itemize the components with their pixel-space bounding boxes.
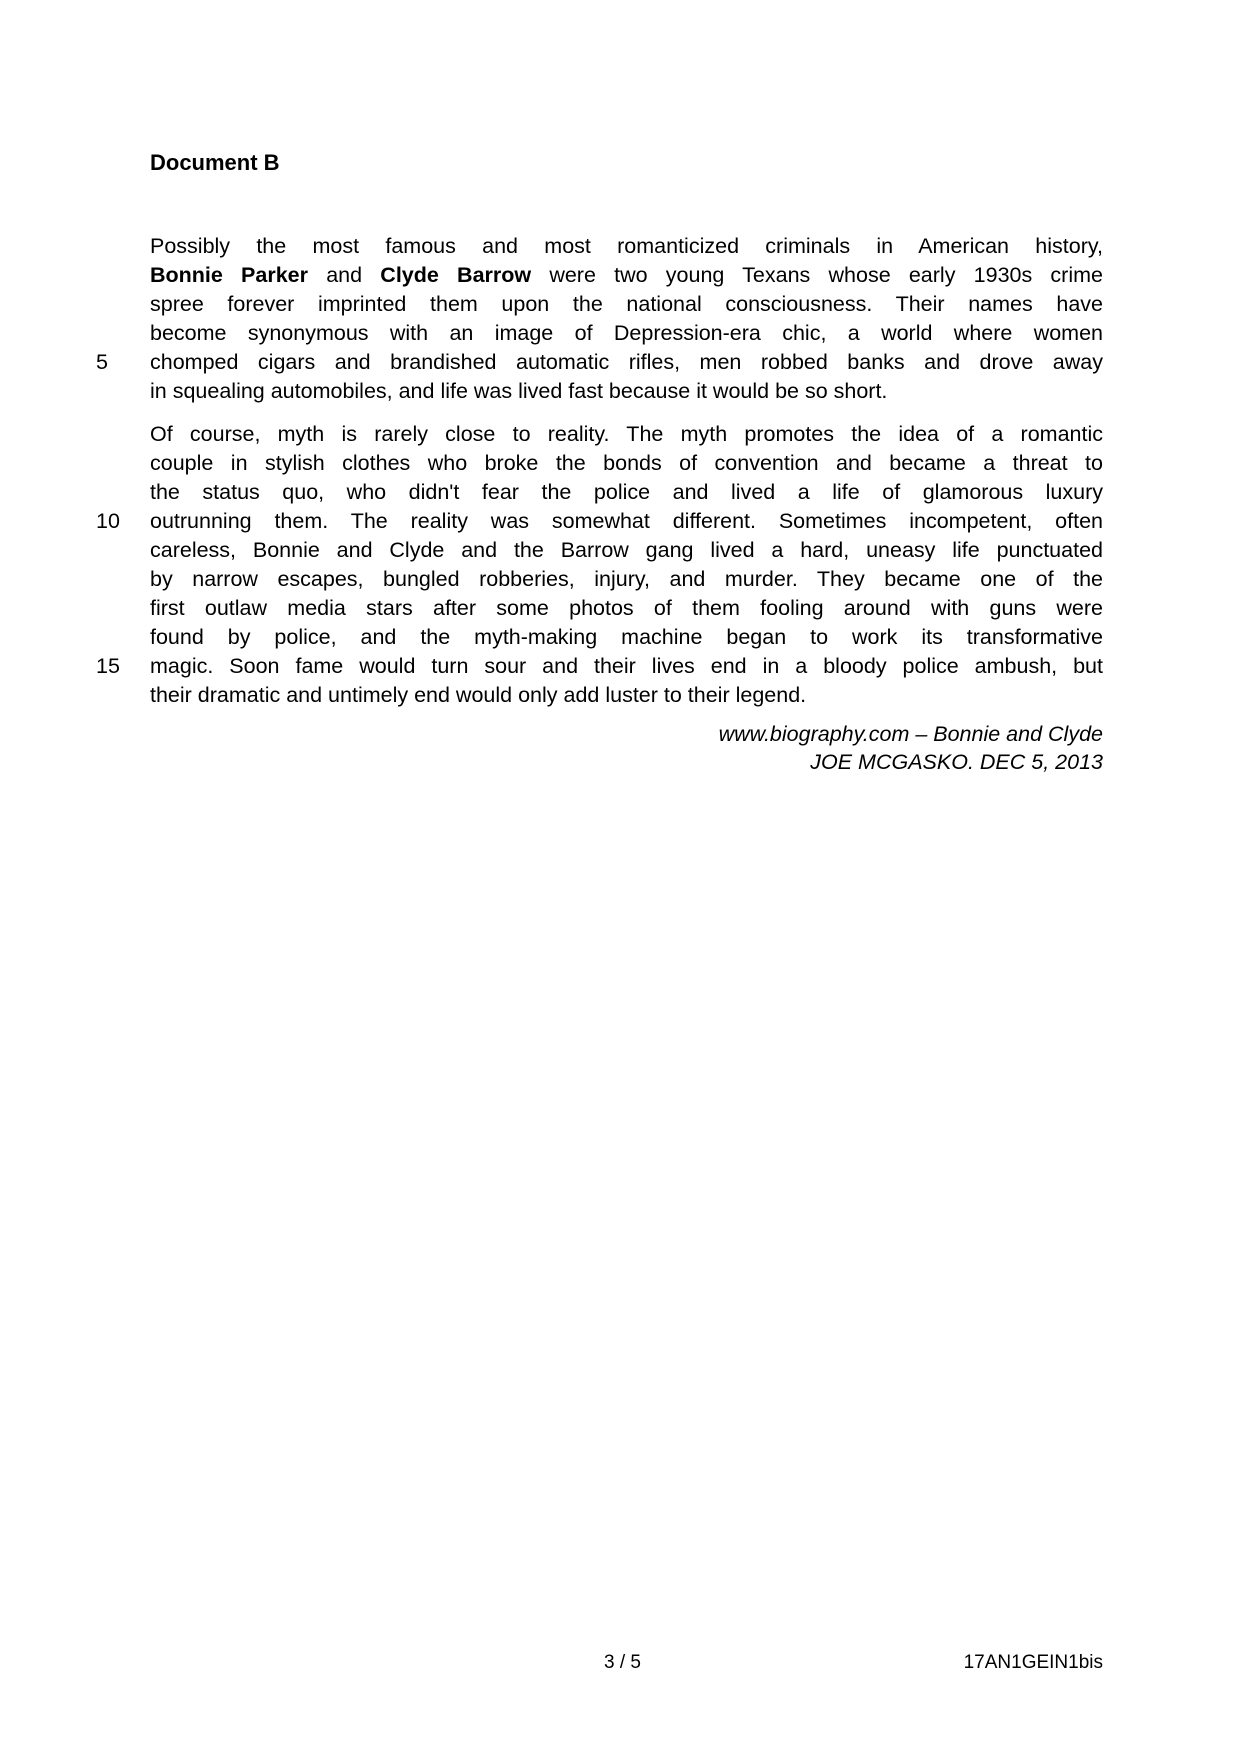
text-line: by narrow escapes, bungled robberies, injury, and murder. They became one of the <box>150 567 1103 591</box>
text-line: first outlaw media stars after some photos of them fooling around with guns were <box>150 596 1103 620</box>
text-line <box>150 261 1103 290</box>
name-bonnie-parker: Bonnie Parker <box>150 263 309 287</box>
paragraph-2 <box>96 420 1103 710</box>
document-code: 17AN1GEIN1bis <box>963 1652 1103 1673</box>
line-number: 10 <box>96 509 120 533</box>
text-line: Possibly the most famous and most romanticized criminals in American history, <box>150 234 1103 258</box>
text-line: their dramatic and untimely end would only add luster to their legend. <box>150 683 807 707</box>
line-number: 5 <box>96 350 108 374</box>
text-segment: were two young Texans whose early 1930s crime <box>531 263 1103 287</box>
text-line: become synonymous with an image of Depression-era chic, a world where women <box>150 321 1103 345</box>
text-line <box>96 507 1103 536</box>
text-line: couple in stylish clothes who broke the bonds of convention and became a threat to <box>150 451 1103 475</box>
text-segment: magic. Soon fame would turn sour and their lives end in a bloody police ambush, but <box>150 654 1103 678</box>
name-clyde-barrow: Clyde Barrow <box>380 263 532 287</box>
text-line: careless, Bonnie and Clyde and the Barrow gang lived a hard, uneasy life punctuated <box>150 538 1103 562</box>
document-title: Document B <box>150 150 280 175</box>
page-number: 3 / 5 <box>604 1652 641 1673</box>
line-number: 15 <box>96 654 120 678</box>
text-segment: outrunning them. The reality was somewhat different. Sometimes incompetent, often <box>150 509 1103 533</box>
text-line: in squealing automobiles, and life was lived fast because it would be so short. <box>150 379 888 403</box>
text-segment: chomped cigars and brandished automatic rifles, men robbed banks and drove away <box>150 350 1103 374</box>
text-line: Of course, myth is rarely close to reality. The myth promotes the idea of a romantic <box>150 422 1103 446</box>
text-line: spree forever imprinted them upon the national consciousness. Their names have <box>150 292 1103 316</box>
text-line <box>96 652 1103 681</box>
paragraph-1 <box>96 232 1103 406</box>
text-line <box>96 348 1103 377</box>
citation-author-date: JOE MCGASKO. DEC 5, 2013 <box>810 750 1103 774</box>
text-segment: and <box>308 263 381 287</box>
text-line: the status quo, who didn't fear the police and lived a life of glamorous luxury <box>150 480 1103 504</box>
citation <box>719 720 1103 776</box>
text-line: found by police, and the myth-making machine began to work its transformative <box>150 625 1103 649</box>
citation-source: www.biography.com – Bonnie and Clyde <box>718 722 1103 746</box>
